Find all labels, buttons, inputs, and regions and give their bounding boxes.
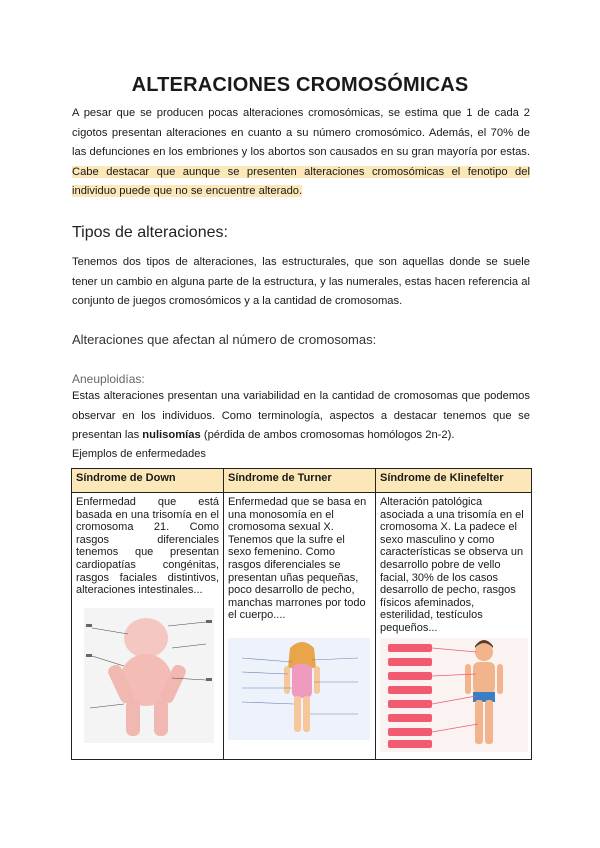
cell-down-text: Enfermedad que está basada en una trisomía en el cromosoma 21. Como rasgos diferenciales tenemos que presentan cardiopatías congénitas, rasgos faciales distintivos, alteraciones intestinales... — [76, 496, 219, 597]
intro-text: A pesar que se producen pocas alteraciones cromosómicas, se estima que 1 de cada 2 cigotos presentan alteraciones en cuanto a su número cromosómico. Además, el 70% de las defunciones en los embriones y los abortos son causados en su gran mayoría por estas. — [72, 107, 530, 158]
section-heading-tipos: Tipos de alteraciones: — [72, 224, 228, 241]
header-turner: Síndrome de Turner — [224, 469, 376, 493]
cell-klinefelter-text: Alteración patológica asociada a una trisomía en el cromosoma X. La padece el sexo masculino y como características se observa un desarrollo pobre de vello facial, 30% de los casos desarrollo de pecho, rasgos físicos afeminados, esterilidad, testículos pequeños... — [380, 496, 524, 634]
intro-highlight: Cabe destacar que aunque se presenten alteraciones cromosómicas el fenotipo del individuo puede que no se encuentre alterado. — [72, 165, 530, 197]
header-klinefelter: Síndrome de Klinefelter — [376, 469, 532, 493]
down-syndrome-illustration — [84, 608, 214, 743]
tipos-paragraph: Tenemos dos tipos de alteraciones, las estructurales, que son aquellas donde se suele tener un cambio en alguna parte de la estructura, y las numerales, estas hacen referencia al conjunto de juegos cromosómicos y a la cantidad de cromosomas. — [72, 256, 530, 307]
syndromes-table — [71, 468, 532, 760]
cell-down — [72, 493, 224, 760]
cell-klinefelter — [376, 493, 532, 760]
intro-paragraph — [72, 104, 530, 202]
turner-syndrome-illustration — [228, 638, 370, 740]
subheading-aneuploidias: Aneuploidías: — [72, 372, 145, 386]
bold-term: nulisomías — [142, 429, 201, 441]
examples-label: Ejemplos de enfermedades — [72, 448, 206, 460]
cell-turner — [224, 493, 376, 760]
page-title: ALTERACIONES CROMOSÓMICAS — [131, 74, 469, 96]
aneuploidias-paragraph — [72, 387, 530, 446]
klinefelter-syndrome-illustration — [380, 638, 528, 752]
header-down: Síndrome de Down — [72, 469, 224, 493]
aneuploidias-text-before: Estas alteraciones presentan una variabilidad en la cantidad de cromosomas que podemos observar en los individuos. Como terminología, aspectos a destacar tenemos que se presentan las — [72, 390, 530, 441]
section-heading-numero: Alteraciones que afectan al número de cromosomas: — [72, 332, 377, 347]
cell-turner-text: Enfermedad que se basa en una monosomía en el cromosoma sexual X. Tenemos que la sufre el sexo femenino. Como rasgos diferenciales se presentan uñas pequeñas, poco desarrollo de pecho, manchas marrones por todo el cuerpo.... — [228, 496, 367, 622]
aneuploidias-text-after: (pérdida de ambos cromosomas homólogos 2n-2). — [200, 429, 455, 441]
